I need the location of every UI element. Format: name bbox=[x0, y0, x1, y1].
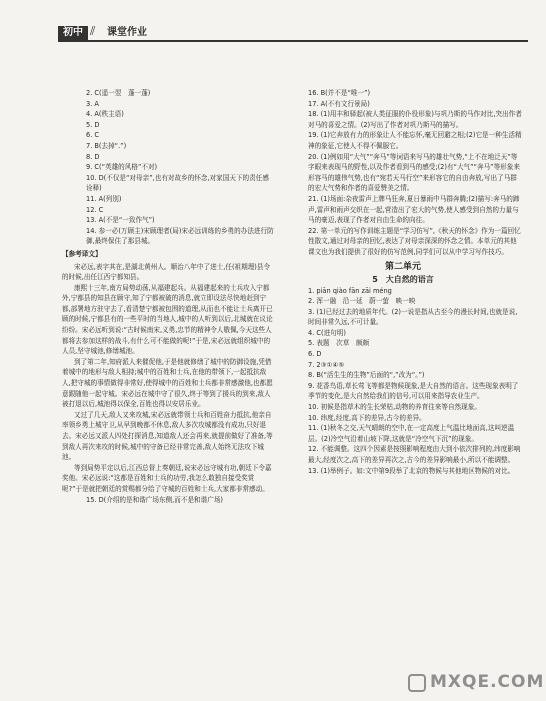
header-rule bbox=[58, 40, 528, 42]
answer-line: 又过了几天,敌人又来攻城,宋必远就带领士兵和百姓奋力抵抗,他亲自率领乡勇上城守卫,从早到晚都不休息,敌人多次攻城都没有成功,只好退去。宋必远又派人四处打探消息,知道敌人还会再来,就提前做好了准备,等到敌人再次来攻的时候,城中的守备已经非常完善,敌人始终无法攻下城池。 bbox=[62, 410, 273, 462]
answer-line: 21. (1)场面:杂夜雷声上牌马狂奔,夏日暴雨中马群奔腾;(2)描写:奔马的蹄声,雷声和雨声交织在一起,营造出了宏大的气势,使人感受到自然的力量与马的豪迈,表现了作者对自由生命的向往。 bbox=[308, 194, 520, 225]
answer-line: 4. A(秩主语) bbox=[86, 110, 124, 119]
answer-line: 6. D bbox=[308, 350, 322, 359]
answer-line: 3. A bbox=[86, 99, 99, 108]
answer-line: 12. 不能调整。这四个因素是按照影响程度由大到小依次排列的,纬度影响最大,经度次之,高下的差异再次之,古今的差异影响最小,所以不能调整。 bbox=[308, 445, 521, 464]
answer-line: 宋必远,表字其在,是湖北黄州人。顺治八年中了进士,任(祖期理)县令的时候,出任江西宁都知县。 bbox=[62, 262, 271, 282]
answer-line: 15. D(介绍的是和谐广场东侧,而不是和谐广场) bbox=[86, 495, 223, 504]
answer-line: 到了第二年,知府派人来催促他,于是他就修缮了城中的防御设施,凭借着城中的地形与敌人相持;城中的百姓和士兵,在他的带领下,一起抵抗敌人,把守城的事情做得非常好,使得城中的百姓和士兵都非常感激他,也都愿意跟随他一起守城。宋必远在城中守了很久,终于等到了援兵的到来,敌人被打退以后,城池得以保全,百姓也得以安居乐业。 bbox=[62, 357, 273, 409]
header-chevron-icon: ⫽ bbox=[90, 24, 96, 38]
answer-line: 17. A(不有文行景局) bbox=[308, 99, 370, 108]
answer-line: 【参考译文】 bbox=[62, 249, 102, 258]
answer-line: 13. A(不是“一致作气”) bbox=[86, 216, 155, 225]
answer-line: 康熙十三年,南方局势动荡,从福建起兵。从福建起来的士兵攻入宁都外,宁都县的知县在顾守,知了宁都被破的消息,就立即设法尽快地赶到宁都,部署地方驻守去了,看清楚宁都被包围的道理,从而也不能让士兵离开已顾的时候,宁都县有的一些平时的当地人,城中的人听到以后,北城就在议论纷纷。宋必远听到说:“古时候南宋,义勇,忠节的精神令人敬佩,今天这些人都将去参加这样的战斗,有什么可不能做的呢!”于是,宋必远就组织城中的人员,坚守城池,修缮城池。 bbox=[62, 283, 273, 356]
answer-line: 第二单元 bbox=[384, 261, 421, 272]
answer-line: 18. (1)用丰和驿起(被人类征服的仆役形象)与巩乃斯的马作对比,突出作者对马的喜爱之情。(2)写出了作者对巩乃斯马的描写。 bbox=[308, 110, 522, 129]
answer-line: 6. C bbox=[86, 131, 99, 140]
answer-line: 8. D bbox=[86, 152, 100, 161]
answer-line: 2. 浑一融 沿一延 蔚一萤 映一映 bbox=[308, 297, 416, 306]
answer-line: 13. (1)举例子。如:文中第9段举了北京的物候与其他地区物候的对比。 bbox=[308, 466, 515, 475]
answer-line: 10. D(不仅是“对母亲”,也有对故乡的怀念,对家国天下的责任感诠释) bbox=[86, 173, 269, 193]
answer-line: 8. B(“活生生的生物”后面的“,”改为“。”) bbox=[308, 371, 425, 380]
answer-line: 9. 花香鸟语,草长莺飞等都是物候现象,是大自然的语言。这些现象表明了季节的变化,是大自然给我们的信号,可以用来指导农业生产。 bbox=[308, 381, 519, 401]
answer-line: 3. (1)已经过去的地质年代。(2)一说是指从古至今的漫长时间,也就是说,时间非常久远,不可计量。 bbox=[308, 307, 518, 327]
header-level-badge: 初中 bbox=[58, 26, 88, 40]
answer-line: 2. C(遥一翌 蓬一蓬) bbox=[86, 89, 151, 97]
header-title: 课堂作业 bbox=[107, 27, 147, 38]
page-header bbox=[0, 0, 546, 46]
answer-line: 5. D bbox=[86, 120, 100, 129]
left-answer-column bbox=[62, 88, 274, 505]
answer-line: 10. 初候是指草木的生长荣枯,动物的养育往来等自然现象。 bbox=[308, 403, 481, 412]
answer-line: 等到局势平定以后,江西总督上奏朝廷,说宋必远守城有功,朝廷下令嘉奖他。宋必远说:“这都是百姓和士兵的功劳,我怎么敢独自接受奖赏呢?”于是就把朝廷的赏赐都分给了守城的百姓和士兵,大家都非常感动。 bbox=[62, 463, 272, 493]
answer-line: 7. B(去掉“.”) bbox=[86, 141, 127, 150]
answer-line: 7. 2③①④⑤ bbox=[308, 360, 345, 369]
answer-line: 5. 表题 次草 颇颇 bbox=[308, 339, 370, 348]
answer-line: 16. B(并不是“唯一”) bbox=[308, 89, 371, 97]
answer-line: 1. piān qiào fān zāi méng bbox=[308, 286, 392, 295]
answer-line: 11. (1)秋冬之交,天气晴朗的空中,在一定高度上气温比地面高,这叫逆温层。(2)冷空气沿着山坡下降,这就是“冷空气下沉”的现象。 bbox=[308, 424, 515, 443]
answer-line: 11. A(列别) bbox=[86, 194, 122, 203]
answer-line: 12. C bbox=[86, 205, 104, 214]
watermark-logo-icon bbox=[408, 674, 426, 692]
answer-line: 14. 参一必(万顾主)宋顾理者(局)宋必远训练的乡勇的办法进行防御,最终保住了那县城。 bbox=[86, 226, 274, 246]
answer-line: 5 大自然的语言 bbox=[372, 274, 434, 284]
right-answer-column bbox=[284, 88, 522, 476]
answer-line: 10. 纬度,经度,高下的差异,古今的差异。 bbox=[308, 413, 426, 422]
watermark-text: MXQE.COM bbox=[430, 672, 545, 692]
answer-line: 22. 第一单元的写作训练主题是“学习仿写”,《秋天的怀念》作为一篇回忆性散文,通过对母亲的回忆,表达了对母亲深深的怀念之情。本单元的其他课文也为我们提供了很好的仿写范例,同学们可以从中学习写作技巧。 bbox=[308, 226, 521, 256]
answer-line: 20. (1)例如用“大气”“奔马”等词语来写马的雄壮气势,“上不在地泛天”等字眼来表现马的野性,以及作者看到马的感受;(2)有“大气”“奔马”等形象来形容马的雄伟气势,也有“宛若天马行空”来形容它的自由奔放,写出了马群的宏大气势和作者的喜爱赞美之情。 bbox=[308, 152, 520, 193]
answer-line: 9. C(“英雄的风格”不对) bbox=[86, 163, 158, 172]
answer-line: 4. C(进句明) bbox=[308, 328, 346, 337]
answer-line: 19. (1)它奔放有力的形象让人不能忘怀,毫无回避之相;(2)它是一种生活精神的象征,它使人不得不佩服它。 bbox=[308, 131, 522, 150]
